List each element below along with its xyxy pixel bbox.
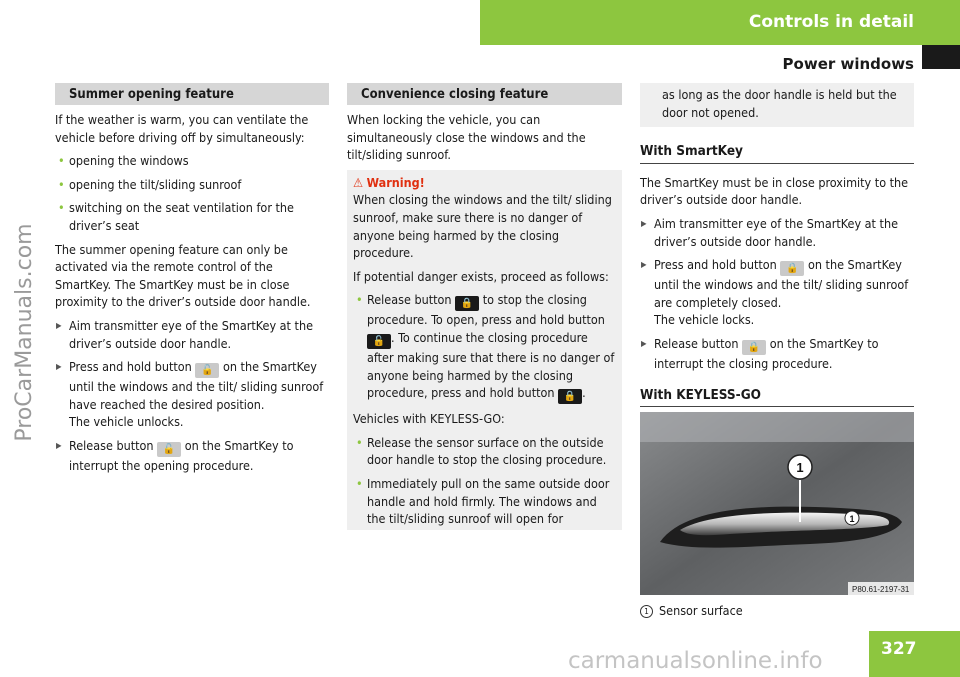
callout-number: 1 (849, 514, 855, 524)
heading-with-smartkey: With SmartKey (640, 143, 914, 164)
subsection-title: Power windows (782, 55, 914, 73)
lock-button-icon: 🔒 (780, 261, 804, 276)
column-closing-methods (640, 83, 914, 417)
photo-caption (640, 603, 743, 618)
step-result-text: The vehicle locks. (654, 312, 755, 328)
watermark-text: ProCarManuals.com (12, 223, 37, 442)
door-handle-photo (640, 412, 914, 595)
column-convenience-closing (347, 83, 622, 530)
section-title: Controls in detail (748, 12, 914, 32)
callout-number: 1 (796, 460, 804, 475)
lock-button-icon: 🔒 (558, 389, 582, 404)
warning-triangle-icon: ⚠ (353, 174, 364, 190)
photo-code: P80.61-2197-31 (852, 585, 910, 594)
bullet-text: . To continue the closing procedure after making sure that there is no danger of anyone being harmed by the closing procedure, press and hold button (367, 329, 615, 401)
section-heading-summer-opening: Summer opening feature (55, 83, 329, 105)
section-heading-convenience-closing: Convenience closing feature (347, 83, 622, 105)
step-text: on the SmartKey until the windows and the tilt/ sliding sunroof are completely closed. (654, 257, 909, 310)
caption-number: 1 (640, 605, 653, 618)
step-text: Press and hold button (654, 257, 777, 273)
bullet-item: • Immediately pull on the same outside door handle and hold firmly. The windows and the tilt/sliding sunroof will open for (353, 475, 616, 528)
body-paragraph: The SmartKey must be in close proximity to the driver’s outside door handle. (640, 174, 909, 208)
column-summer-opening (55, 83, 329, 481)
bullet-text: Release button (367, 292, 452, 308)
unlock-button-icon: 🔓 (367, 334, 391, 349)
danger-text: If potential danger exists, proceed as follows: (353, 268, 609, 284)
bullet-item: • opening the tilt/sliding sunroof (55, 176, 329, 194)
door-handle-illustration (640, 412, 914, 595)
warning-box (347, 170, 622, 530)
step-text: on the SmartKey to interrupt the closing procedure. (654, 335, 879, 371)
step-item (55, 358, 329, 431)
heading-with-keyless-go: With KEYLESS-GO (640, 387, 914, 408)
step-text: on the SmartKey until the windows and the tilt/ sliding sunroof have reached the desired position. (69, 359, 324, 412)
step-item (55, 437, 329, 475)
unlock-button-icon: 🔓 (157, 442, 181, 457)
bullet-item (353, 291, 616, 404)
bullet-text: . (582, 385, 586, 401)
step-text: Release button (69, 437, 154, 453)
step-text: Press and hold button (69, 359, 192, 375)
header-marker (922, 45, 960, 69)
continued-text: as long as the door handle is held but the door not opened. (640, 83, 914, 127)
step-text: on the SmartKey to interrupt the opening procedure. (69, 437, 294, 473)
intro-text: When locking the vehicle, you can simultaneously close the windows and the tilt/sliding sunroof. (347, 112, 586, 163)
keyless-label: Vehicles with KEYLESS-GO: (353, 411, 505, 427)
warning-text: When closing the windows and the tilt/ sliding sunroof, make sure there is no danger of anyone being harmed by the closing procedure. (353, 192, 612, 261)
step-item: ▶ Aim transmitter eye of the SmartKey at the driver’s outside door handle. (640, 215, 914, 250)
bullet-item: • switching on the seat ventilation for the driver’s seat (55, 199, 329, 234)
warning-header (353, 174, 616, 192)
warning-title: Warning! (366, 174, 425, 190)
intro-text: If the weather is warm, you can ventilate the vehicle before driving off by simultaneously: (55, 112, 309, 145)
step-text: Release button (654, 335, 739, 351)
step-item: ▶ Aim transmitter eye of the SmartKey at the driver’s outside door handle. (55, 317, 329, 352)
site-watermark: carmanualsonline.info (568, 648, 823, 674)
bullet-text: to stop the closing procedure. To open, press and hold button (367, 292, 605, 328)
step-item (640, 256, 914, 329)
page-number: 327 (881, 639, 917, 659)
page-number-box (869, 631, 960, 677)
caption-text: Sensor surface (659, 603, 743, 618)
unlock-button-icon: 🔓 (195, 363, 219, 378)
step-result-text: The vehicle unlocks. (69, 414, 184, 430)
section-header-band (480, 0, 960, 45)
bullet-item: • Release the sensor surface on the outside door handle to stop the closing procedure. (353, 434, 616, 469)
bullet-item: • opening the windows (55, 152, 329, 170)
body-paragraph: The summer opening feature can only be activated via the remote control of the SmartKey. The SmartKey must be in close proximity to the driver’s outside door handle. (55, 241, 311, 310)
lock-button-icon: 🔒 (455, 296, 479, 311)
step-item (640, 335, 914, 373)
lock-button-icon: 🔒 (742, 340, 766, 355)
